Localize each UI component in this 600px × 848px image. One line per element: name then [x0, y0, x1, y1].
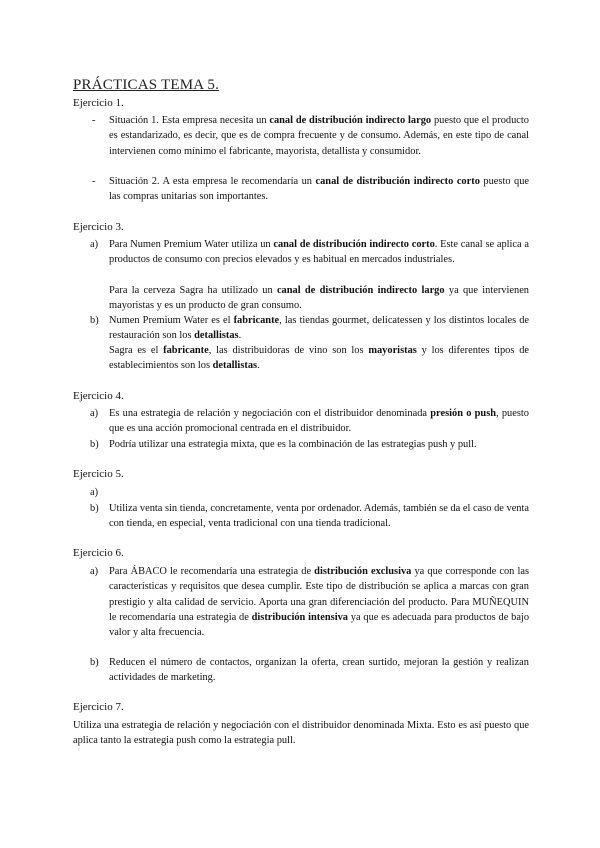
exercise-4-heading: Ejercicio 4. [73, 390, 124, 402]
ex3-b-text-b: , las tiendas gourmet, delicatessen y los distintos locales de restauración son los [109, 315, 529, 342]
exercise-7-heading: Ejercicio 7. [73, 701, 124, 713]
ex3-b-paragraph-1 [109, 313, 529, 344]
ex6-b-marker: b) [90, 657, 99, 668]
ex6-a-text-c: ya que es adecuada para productos de bajo valor y alta frecuencia. [109, 611, 530, 639]
ex3-b2-text-d: . [257, 360, 260, 372]
ex1-item-1-marker: - [92, 115, 96, 126]
ex3-b-paragraph-2 [109, 343, 529, 374]
ex3-a-bold: canal de distribución indirecto corto [273, 239, 435, 250]
ex6-a-marker: a) [90, 566, 99, 577]
ex4-b-paragraph: Podría utilizar una estrategia mixta, que es la combinación de las estrategias push y pull. [109, 439, 477, 450]
ex3-b2-text-c: y los diferentes tipos de establecimientos son los [109, 345, 530, 372]
ex3-b-bold-1: fabricante [233, 315, 280, 326]
ex6-a-text-b: ya que corresponde con las características y requisitos que desea cumplir. Este tipo de distribución se aplica a marcas con gran prestigio y alta calidad de servicio. Aporta una gran diferenciación del producto. Para MUÑEQUIN le recomendaría una estrategia de [109, 566, 529, 623]
ex3-a2-text-a: Para la cerveza Sagra ha utilizado un [109, 285, 277, 296]
ex5-a-marker: a) [90, 487, 99, 498]
ex4-a-bold: presión o push [430, 408, 497, 419]
ex3-a2-bold: canal de distribución indirecto largo [276, 285, 445, 296]
ex4-a-marker: a) [90, 408, 99, 419]
ex1-item-2-marker: - [92, 176, 96, 187]
ex6-a-paragraph [109, 564, 529, 640]
ex6-b-paragraph: Reducen el número de contactos, organizan la oferta, crean surtido, mejoran la gestión y realizan actividades de marketing. [109, 657, 529, 684]
ex3-b-bold-2: detallistas [194, 330, 239, 342]
ex5-b-marker: b) [90, 503, 99, 514]
ex6-a-text-a: Para ÁBACO le recomendaría una estrategia de [109, 566, 315, 577]
ex3-b-text-c: . [238, 330, 242, 342]
exercise-5-heading: Ejercicio 5. [73, 468, 124, 480]
ex5-b-paragraph: Utiliza venta sin tienda, concretamente, venta por ordenador. Además, también se da el caso de venta con tienda, en especial, venta tradicional con una tienda tradicional. [109, 503, 529, 530]
exercise-3-heading: Ejercicio 3. [73, 221, 124, 233]
exercise-6-heading: Ejercicio 6. [73, 547, 124, 559]
ex6-a-bold-2: distribución intensiva [251, 611, 348, 623]
ex1-item-1-text-b: puesto que el producto es estandarizado, es decir, que es de compra frecuente y de consumo. Además, en este tipo de canal intervienen como mínimo el fabricante, mayorista, detallista y consumidor. [109, 115, 529, 157]
ex3-b2-bold-1: fabricante [163, 345, 209, 356]
page-title: PRÁCTICAS TEMA 5. [73, 77, 220, 93]
ex1-item-2-text-b: puesto que las compras unitarias son importantes. [109, 176, 530, 203]
ex1-item-1-text-a: Situación 1. Esta empresa necesita un [109, 115, 270, 126]
ex7-paragraph: Utiliza una estrategia de relación y negociación con el distribuidor denominada Mixta. Esto es así puesto que aplica tanto la estrategia push como la estrategia pull. [73, 720, 529, 747]
ex4-a-paragraph [109, 406, 529, 437]
ex1-item-2 [109, 174, 529, 205]
ex3-a-paragraph-2 [109, 283, 529, 314]
ex3-a-text-a: Para Numen Premium Water utiliza un [109, 239, 274, 250]
ex1-item-1-bold: canal de distribución indirecto largo [269, 115, 432, 126]
ex3-b2-text-b: , las distribuidoras de vino son los [208, 345, 369, 356]
ex1-item-1 [109, 113, 529, 159]
ex4-a-text-b: , puesto que es una acción promocional centrada en el distribuidor. [109, 408, 529, 435]
ex3-b2-text-a: Sagra es el [109, 345, 164, 356]
ex3-b-marker: b) [90, 315, 99, 326]
ex3-b2-bold-2: mayoristas [368, 345, 417, 356]
ex3-a-paragraph-1 [109, 237, 529, 268]
exercise-1-heading: Ejercicio 1. [73, 97, 124, 109]
ex3-b2-bold-3: detallistas [212, 360, 258, 372]
ex3-a2-text-b: ya que intervienen mayoristas y es un producto de gran consumo. [109, 285, 529, 312]
ex1-item-2-bold: canal de distribución indirecto corto [315, 176, 480, 187]
ex3-a-text-b: . Este canal se aplica a productos de consumo con precios elevados y es habitual en mercados industriales. [109, 239, 530, 266]
ex1-item-2-text-a: Situación 2. A esta empresa le recomendaría un [109, 176, 316, 187]
ex3-a-marker: a) [90, 239, 99, 250]
ex4-a-text-a: Es una estrategia de relación y negociación con el distribuidor denominada [109, 408, 431, 419]
ex4-b-marker: b) [90, 439, 99, 450]
ex3-b-text-a: Numen Premium Water es el [109, 315, 234, 326]
ex6-a-bold-1: distribución exclusiva [314, 566, 412, 577]
